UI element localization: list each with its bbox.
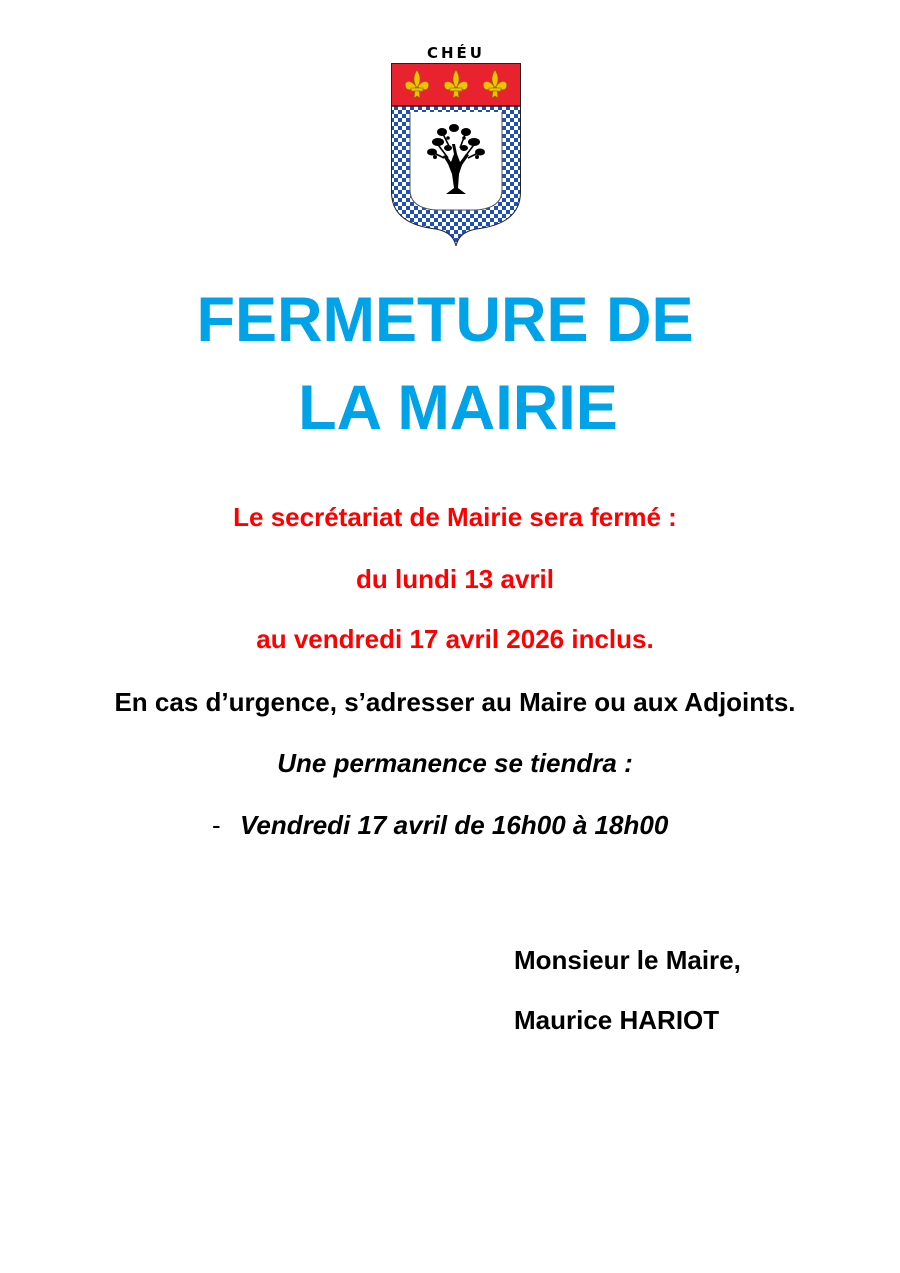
coat-of-arms-icon (388, 62, 524, 246)
list-bullet: - (212, 810, 221, 840)
permanence-item (212, 808, 812, 842)
crest-town-name: CHÉU (427, 44, 485, 62)
closure-start-date: du lundi 13 avril (356, 564, 554, 594)
closure-intro: Le secrétariat de Mairie sera fermé : (233, 502, 677, 532)
notice-title-line1: FERMETURE DE (196, 285, 694, 355)
permanence-date: Vendredi 17 avril de 16h00 à 18h00 (240, 810, 669, 840)
signature-name: Maurice HARIOT (514, 1005, 720, 1035)
municipal-crest (388, 44, 524, 246)
notice-title-line2: LA MAIRIE (298, 373, 618, 443)
closure-end-date: au vendredi 17 avril 2026 inclus. (256, 624, 654, 654)
signature-role: Monsieur le Maire, (514, 945, 741, 975)
permanence-intro: Une permanence se tiendra : (277, 748, 633, 778)
emergency-contact-note: En cas d’urgence, s’adresser au Maire ou aux Adjoints. (114, 687, 796, 717)
